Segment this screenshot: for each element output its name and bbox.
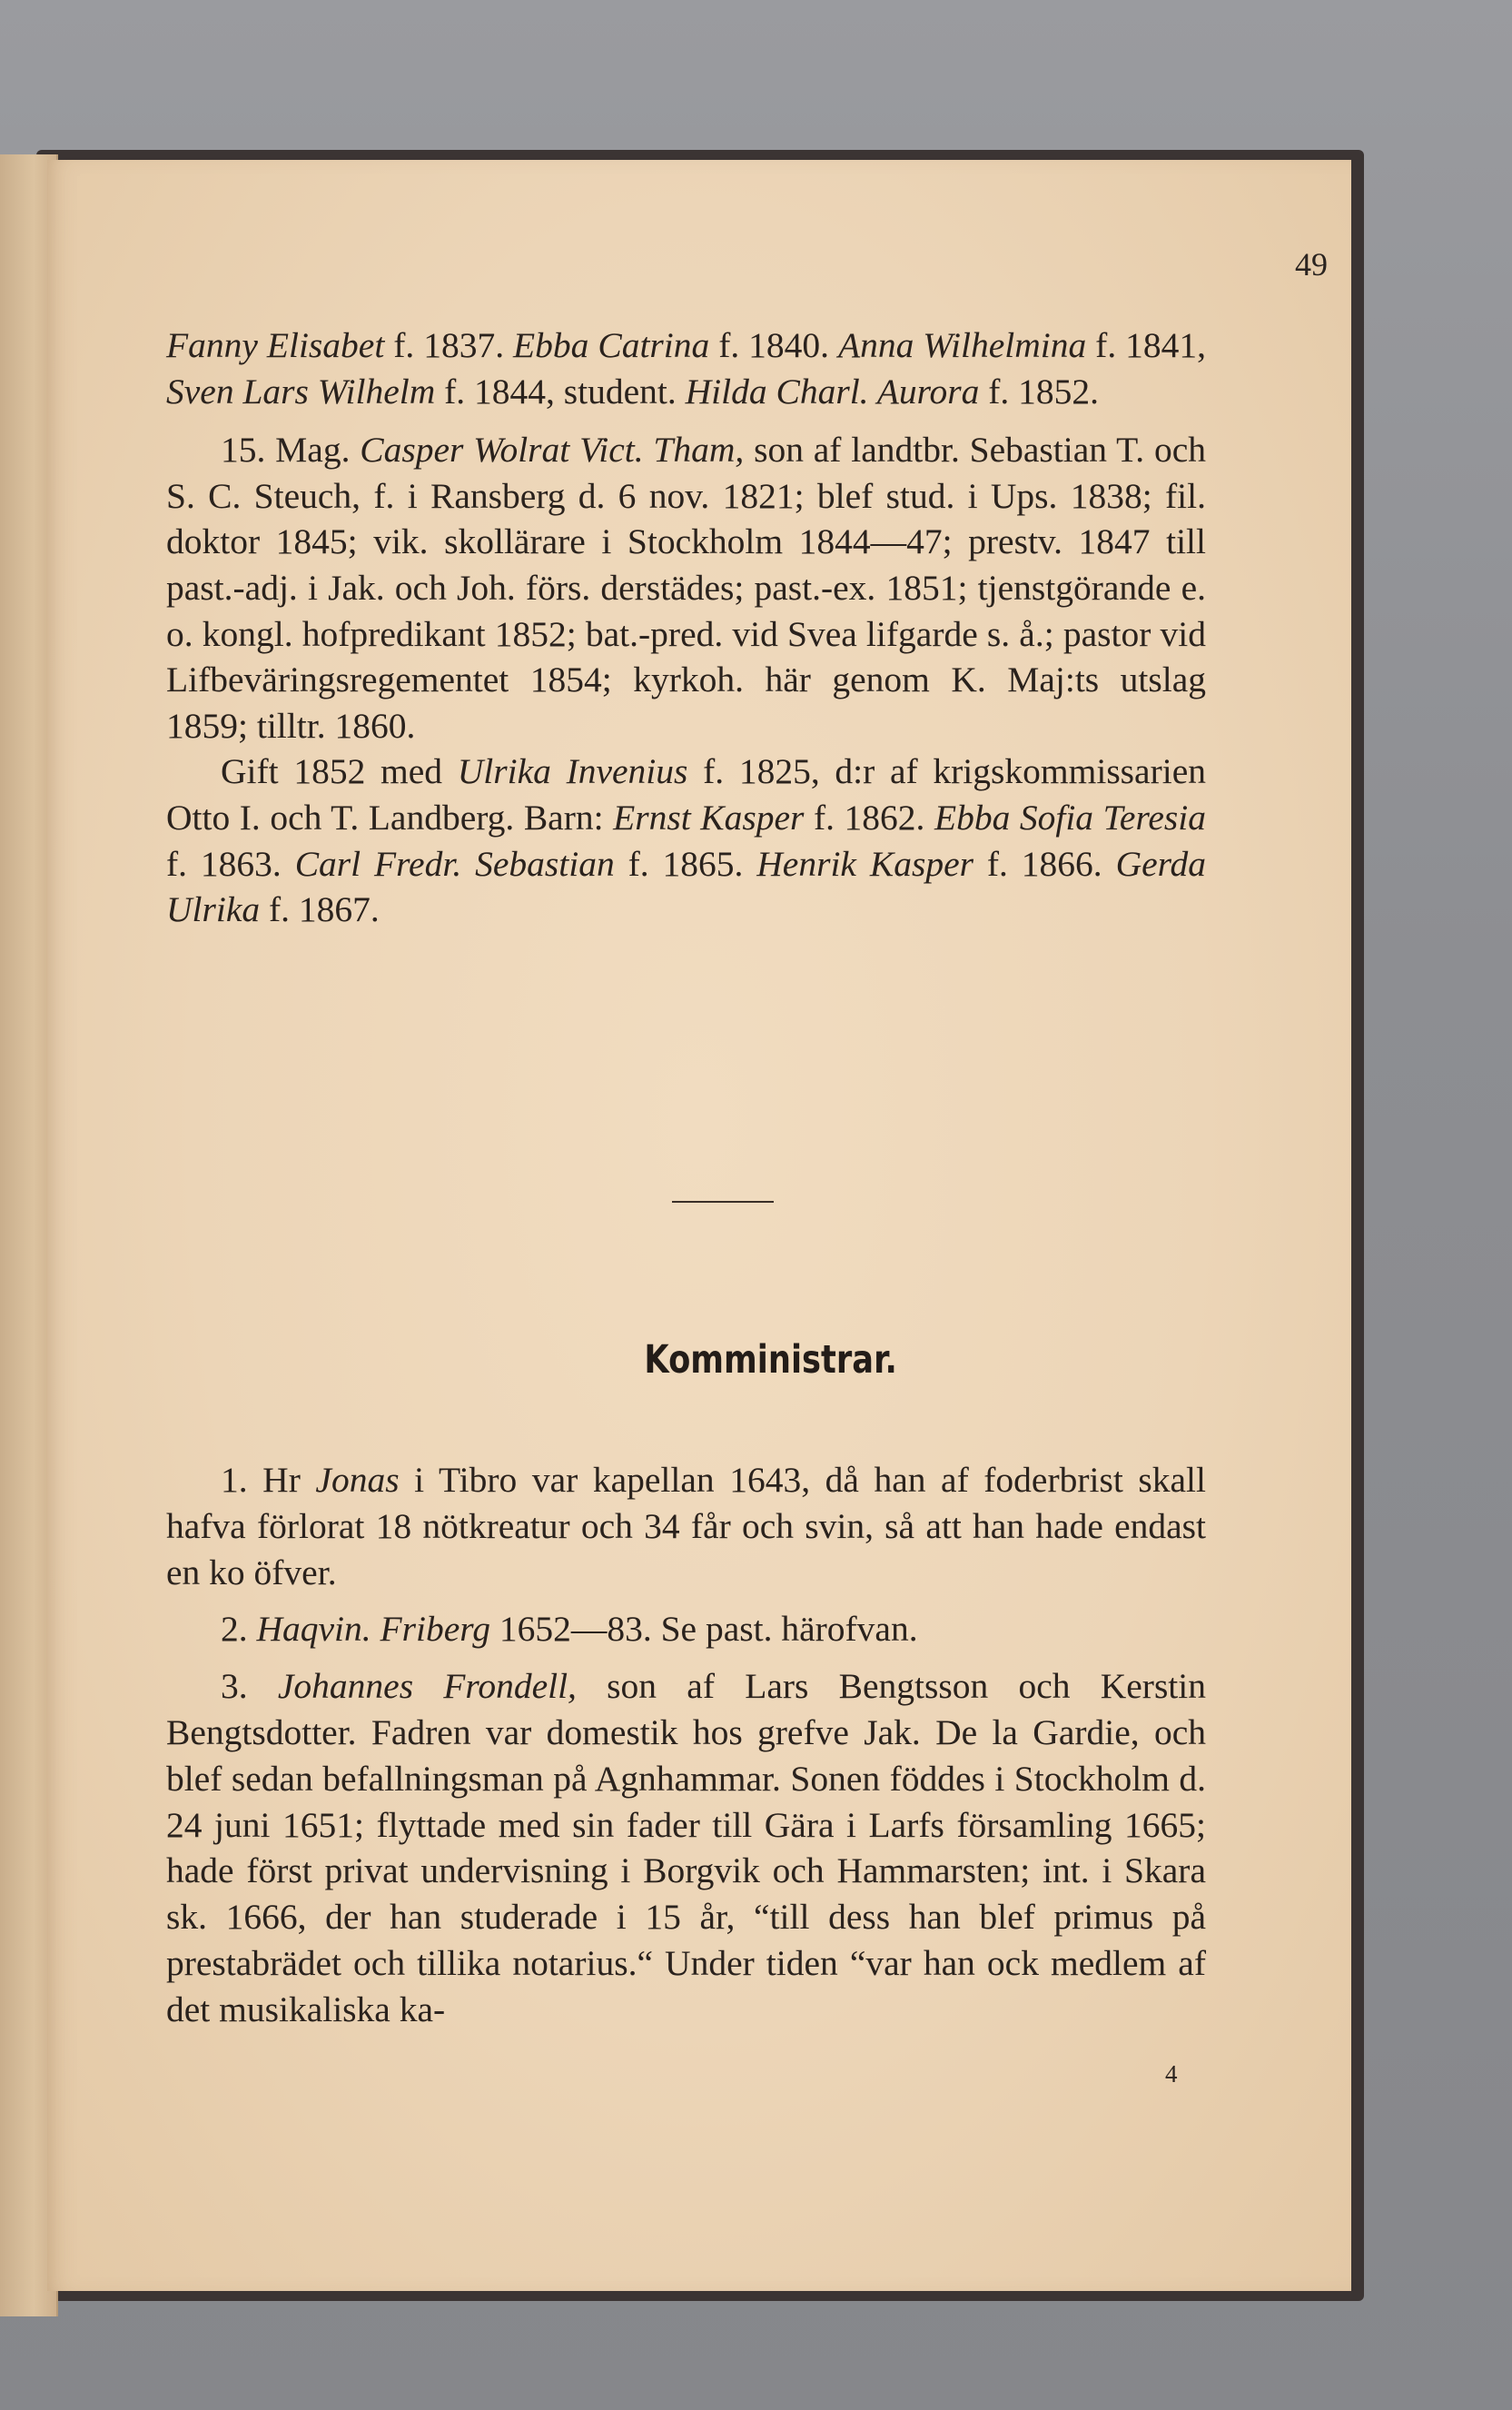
paragraph-top-0 [166,322,1206,414]
paragraph-top-2 [166,749,1206,932]
text-run: f. 1862. [804,797,934,838]
text-run: f. 1844, student. [435,371,686,412]
italic-name-run: Ebba Sofia Teresia [934,797,1206,838]
text-run: son af landtbr. Sebastian T. och S. C. Steuch, f. i Ransberg d. 6 nov. 1821; blef stud. i Ups. 1838; fil. doktor 1845; vik. skollärare i Stockholm 1844—47; prestv. 1847 till past.-adj. i Jak. och Joh. förs. derstädes; past.-ex. 1851; tjenstgörande e. o. kongl. hofpredikant 1852; bat.-pred. vid Svea lifgarde s. å.; pastor vid Lifbeväringsregementet 1854; kyrkoh. här genom K. Maj:ts utslag 1859; tilltr. 1860. [166,430,1206,746]
text-run: f. 1866. [973,843,1116,884]
italic-name-run: Gerda Ulrika [166,843,1207,930]
italic-name-run: Casper Wolrat Vict. Tham, [360,430,745,471]
section-divider [672,1201,774,1203]
text-run: f. 1863. [166,843,295,884]
text-run: f. 1852. [979,371,1100,412]
italic-name-run: Johannes Frondell, [277,1666,577,1707]
text-run: f. 1825, d:r af krigskommissarien Otto I. och T. Landberg. Barn: [166,751,1206,838]
italic-name-run: Anna Wilhelmina [837,325,1087,365]
italic-name-run: Henrik Kasper [756,843,973,884]
text-run: f. 1867. [260,889,380,930]
italic-name-run: Ernst Kasper [613,797,805,838]
section-heading: Komministrar. [644,1337,897,1383]
paragraph-bottom-0 [166,1457,1206,1595]
paragraph-bottom-2 [166,1663,1206,2032]
text-run: 3. [221,1666,278,1707]
top-text-block [166,322,1206,933]
text-run: 1. Hr [221,1460,316,1500]
italic-name-run: Jonas [315,1460,400,1500]
italic-name-run: Haqvin. Friberg [256,1609,490,1650]
italic-name-run: Sven Lars Wilhelm [166,371,436,412]
signature-mark: 4 [1165,2060,1178,2088]
paragraph-top-1 [166,427,1206,749]
italic-name-run: Fanny Elisabet [166,325,385,365]
italic-name-run: Ulrika Invenius [457,751,688,792]
text-run: f. 1841, [1086,325,1207,365]
bottom-text-block [166,1446,1206,2033]
text-run: f. 1840. [709,325,838,365]
text-run: 2. [221,1609,257,1650]
text-run: f. 1837. [384,325,514,365]
text-run: son af Lars Bengtsson och Kerstin Bengtsdotter. Fadren var domestik hos grefve Jak. De la Gardie, och blef sedan befallningsman på Agnhammar. Sonen föddes i Stockholm d. 24 juni 1651; flyttade med sin fader till Gära i Larfs församling 1665; hade först privat undervisning i Borgvik och Hammarsten; int. i Skara sk. 1666, der han studerade i 15 år, “till dess han blef primus på prestabrädet och tillika notarius.“ Under tiden “var han ock medlem af det musikaliska ka- [166,1666,1207,2029]
text-run: Gift 1852 med [221,751,458,792]
paragraph-bottom-1 [166,1606,1206,1652]
page-number: 49 [1295,246,1328,283]
text-run: i Tibro var kapellan 1643, då han af foderbrist skall hafva förlorat 18 nötkreatur och 34 får och svin, så att han hade endast en ko öfver. [166,1460,1206,1592]
italic-name-run: Hilda Charl. Aurora [685,371,980,412]
italic-name-run: Carl Fredr. Sebastian [294,843,615,884]
text-run: 1652—83. Se past. härofvan. [489,1609,918,1650]
text-run: f. 1865. [614,843,757,884]
italic-name-run: Ebba Catrina [513,325,710,365]
text-run: 15. Mag. [221,430,361,471]
